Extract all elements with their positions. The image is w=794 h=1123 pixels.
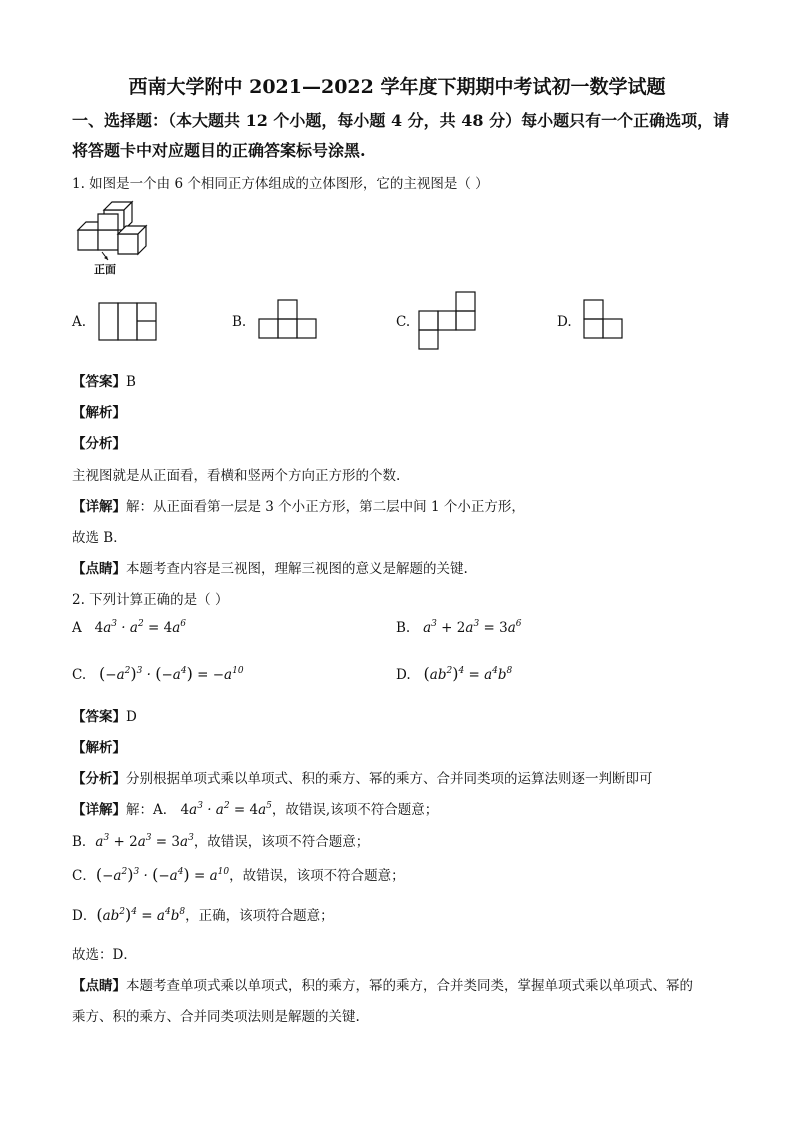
q2-detail-c — [72, 864, 405, 884]
q1-dianjing-text: 本题考查内容是三视图，理解三视图的意义是解题的关键. — [126, 561, 468, 577]
q2-dianjing-tag: 【点睛】 — [72, 978, 126, 994]
q2-option-a — [72, 620, 186, 636]
q1-figure-caption: 正面 — [94, 263, 116, 276]
q2-detail-d — [72, 904, 334, 924]
q1-option-b-label: B. — [232, 314, 247, 330]
q2-dianjing-line1 — [72, 974, 693, 994]
q1-answer-tag: 【答案】 — [72, 374, 126, 390]
q2-detail-prefix: 解：A． — [126, 802, 177, 818]
q2-option-a-expr: $4a^3 \cdot a^2 = 4a^6$ — [94, 619, 186, 636]
q1-cube-figure — [74, 198, 164, 278]
q2-option-b-label: B. — [396, 620, 411, 636]
q2-detail-a-expr: $4a^3 \cdot a^2 = 4a^5$ — [180, 801, 272, 818]
q1-fenxi-text: 主视图就是从正面看，看横和竖两个方向正方形的个数. — [72, 468, 401, 484]
q2-detail-b-prefix: B． — [72, 834, 96, 850]
q2-detail-c-expr: $(-a^2)^3 \cdot (-a^4) = a^{10}$ — [95, 865, 230, 884]
q2-conclusion: 故选：D． — [72, 947, 137, 963]
q2-detail-tag: 【详解】 — [72, 802, 126, 818]
q1-option-c-label: C. — [396, 314, 411, 330]
q2-analysis-tag: 【解析】 — [72, 740, 126, 756]
q1-answer-value: B — [126, 374, 136, 390]
q2-detail-b — [72, 830, 369, 850]
q2-detail-a-text: ，故错误,该项不符合题意； — [271, 802, 439, 818]
q1-fenxi-tag: 【分析】 — [72, 436, 126, 452]
q2-option-b-expr: $a^3 + 2a^3 = 3a^6$ — [423, 619, 522, 636]
q2-detail-d-text: ，正确，该项符合题意； — [185, 908, 334, 924]
q2-detail-c-text: ，故错误，该项不符合题意； — [229, 868, 405, 884]
q2-detail-a — [72, 798, 438, 818]
q2-option-d-label: D. — [396, 667, 411, 683]
q2-option-d — [396, 664, 512, 683]
q2-option-c-expr: $(-a^2)^3 \cdot (-a^4) = -a^{10}$ — [99, 664, 244, 683]
q2-detail-d-prefix: D． — [72, 908, 97, 924]
q2-answer — [72, 705, 137, 725]
q2-dianjing-text1: 本题考查单项式乘以单项式，积的乘方，幂的乘方，合并类同类，掌握单项式乘以单项式、幂的 — [126, 978, 693, 994]
q2-detail-b-expr: $a^3 + 2a^3 = 3a^3$ — [95, 833, 194, 850]
q1-answer — [72, 370, 136, 390]
q1-dianjing-tag: 【点睛】 — [72, 561, 126, 577]
q1-stem: 1. 如图是一个由 6 个相同正方体组成的立体图形，它的主视图是（ ） — [72, 176, 489, 192]
q1-option-a-label: A. — [72, 314, 87, 330]
q2-detail-b-text: ，故错误，该项不符合题意； — [193, 834, 370, 850]
q2-answer-tag: 【答案】 — [72, 709, 126, 725]
q2-fenxi-text: 分别根据单项式乘以单项式、积的乘方、幂的乘方、合并同类项的运算法则逐一判断即可 — [126, 771, 653, 787]
page-title: 西南大学附中 2021—2022 学年度下期期中考试初一数学试题 — [128, 76, 666, 98]
q1-detail-text: 解：从正面看第一层是 3 个小正方形，第二层中间 1 个小正方形， — [126, 499, 525, 515]
q2-fenxi-tag: 【分析】 — [72, 771, 126, 787]
q2-option-c — [72, 664, 244, 683]
q1-analysis-tag: 【解析】 — [72, 405, 126, 421]
q2-option-b — [396, 620, 521, 636]
q1-detail-tag: 【详解】 — [72, 499, 126, 515]
q2-option-d-expr: $(ab^2)^4 = a^4b^8$ — [423, 664, 513, 683]
q1-dianjing — [72, 557, 468, 577]
q2-dianjing-line2: 乘方、积的乘方、合并同类项法则是解题的关键. — [72, 1009, 360, 1025]
section-heading-line2: 将答题卡中对应题目的正确答案标号涂黑. — [72, 141, 366, 160]
section-heading-line1: 一、选择题：（本大题共 12 个小题，每小题 4 分，共 48 分）每小题只有一个正确选项，请 — [72, 111, 730, 130]
q2-detail-d-expr: $(ab^2)^4 = a^4b^8$ — [96, 905, 186, 924]
q2-fenxi — [72, 767, 653, 787]
q1-option-a-figure — [98, 302, 158, 342]
q1-option-b-figure — [258, 299, 320, 341]
q1-option-c-figure — [418, 291, 480, 353]
q2-stem: 2. 下列计算正确的是（ ） — [72, 592, 229, 608]
q2-answer-value: D — [126, 709, 137, 725]
q1-detail — [72, 495, 525, 515]
q1-option-d-label: D. — [557, 314, 572, 330]
q2-detail-c-prefix: C． — [72, 868, 96, 884]
q2-option-a-label: A — [72, 620, 82, 636]
q1-option-d-figure — [583, 299, 627, 343]
q2-option-c-label: C. — [72, 667, 87, 683]
q1-conclusion: 故选 B． — [72, 530, 127, 546]
